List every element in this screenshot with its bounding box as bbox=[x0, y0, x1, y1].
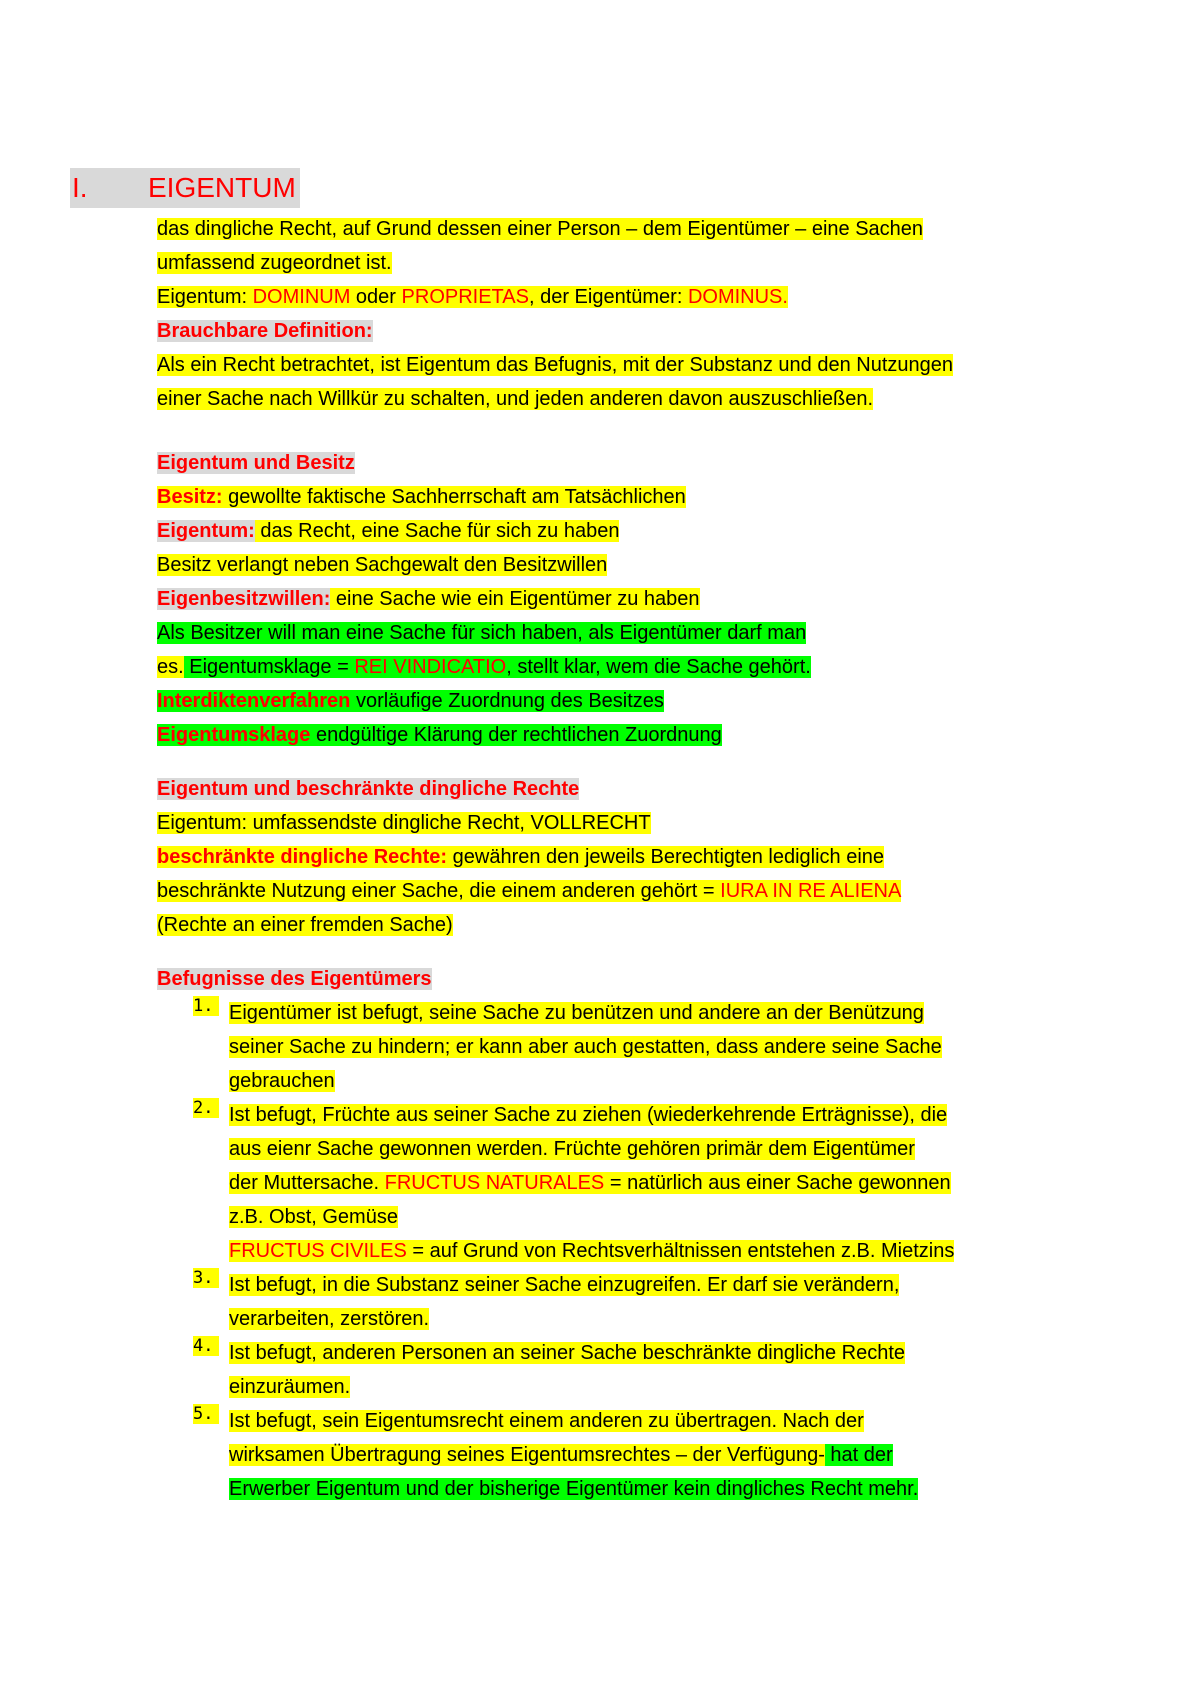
text: endgültige Klärung der rechtlichen Zuordnung bbox=[310, 724, 722, 746]
section-title: EIGENTUM bbox=[148, 172, 296, 203]
item-text: gebrauchen bbox=[229, 1070, 335, 1092]
item-text: Eigentümer ist befugt, seine Sache zu benützen und andere an der Benützung bbox=[229, 1002, 924, 1024]
besitz-line-6 bbox=[157, 656, 811, 678]
text: Eigentum: bbox=[157, 286, 253, 308]
text: , stellt klar, wem die Sache gehört. bbox=[506, 656, 811, 678]
befugnisse-list bbox=[157, 996, 1057, 1506]
item-text bbox=[229, 1444, 893, 1466]
subsection-title-besitz: Eigentum und Besitz bbox=[157, 452, 355, 474]
subsection-title-befugnisse: Befugnisse des Eigentümers bbox=[157, 968, 432, 990]
document-body bbox=[157, 212, 1057, 1506]
text: beschränkte Nutzung einer Sache, die einem anderen gehört = bbox=[157, 880, 721, 902]
text: Eigentumsklage = bbox=[183, 656, 355, 678]
text: = natürlich aus einer Sache gewonnen bbox=[604, 1172, 951, 1194]
item-text: einzuräumen. bbox=[229, 1376, 351, 1398]
list-number: 4. bbox=[193, 1336, 219, 1356]
intro-line-3 bbox=[157, 286, 788, 308]
list-number: 3. bbox=[193, 1268, 219, 1288]
item-text: Ist befugt, sein Eigentumsrecht einem anderen zu übertragen. Nach der bbox=[229, 1410, 864, 1432]
item-text bbox=[229, 1172, 951, 1194]
text: oder bbox=[350, 286, 402, 308]
term-eigenbesitzwillen: Eigenbesitzwillen: bbox=[157, 588, 331, 610]
beschraenkt-line-2 bbox=[157, 846, 884, 868]
item-text: verarbeiten, zerstören. bbox=[229, 1308, 430, 1330]
beschraenkt-line-1: Eigentum: umfassendste dingliche Recht, VOLLRECHT bbox=[157, 812, 651, 834]
besitz-line-3: Besitz verlangt neben Sachgewalt den Besitzwillen bbox=[157, 554, 608, 576]
list-item bbox=[157, 1404, 1057, 1506]
list-item bbox=[157, 1268, 1057, 1336]
beschraenkt-line-3 bbox=[157, 880, 901, 902]
intro-line-2: umfassend zugeordnet ist. bbox=[157, 252, 392, 274]
definition-label: Brauchbare Definition: bbox=[157, 320, 373, 342]
term-dominum: DOMINUM bbox=[252, 286, 351, 308]
definition-line-2: einer Sache nach Willkür zu schalten, und jeden anderen davon auszuschließen. bbox=[157, 388, 873, 410]
term-dominus: DOMINUS. bbox=[687, 286, 788, 308]
term-eigentum: Eigentum: bbox=[157, 520, 255, 542]
beschraenkt-line-4: (Rechte an einer fremden Sache) bbox=[157, 914, 453, 936]
list-item bbox=[157, 996, 1057, 1098]
text: der Muttersache. bbox=[229, 1172, 385, 1194]
item-text: seiner Sache zu hindern; er kann aber auch gestatten, dass andere seine Sache bbox=[229, 1036, 942, 1058]
item-text: Erwerber Eigentum und der bisherige Eigentümer kein dingliches Recht mehr. bbox=[229, 1478, 919, 1500]
item-text: aus eienr Sache gewonnen werden. Früchte gehören primär dem Eigentümer bbox=[229, 1138, 915, 1160]
text: wirksamen Übertragung seines Eigentumsrechtes – der Verfügung- bbox=[229, 1444, 825, 1466]
section-heading bbox=[70, 168, 300, 208]
text: = auf Grund von Rechtsverhältnissen entstehen z.B. Mietzins bbox=[406, 1240, 955, 1262]
term-iura-in-re-aliena: IURA IN RE ALIENA bbox=[720, 880, 902, 902]
item-text: Ist befugt, anderen Personen an seiner Sache beschränkte dingliche Rechte bbox=[229, 1342, 905, 1364]
besitz-line-7 bbox=[157, 690, 664, 712]
besitz-line-5: Als Besitzer will man eine Sache für sich haben, als Eigentümer darf man bbox=[157, 622, 807, 644]
text: eine Sache wie ein Eigentümer zu haben bbox=[330, 588, 700, 610]
text: es. bbox=[157, 656, 184, 678]
besitz-line-1 bbox=[157, 486, 686, 508]
text: hat der bbox=[824, 1444, 893, 1466]
text: gewähren den jeweils Berechtigten lediglich eine bbox=[447, 846, 885, 868]
list-number: 1. bbox=[193, 996, 219, 1016]
list-number: 2. bbox=[193, 1098, 219, 1118]
item-text bbox=[229, 1240, 954, 1262]
list-number: 5. bbox=[193, 1404, 219, 1424]
text: vorläufige Zuordnung des Besitzes bbox=[350, 690, 664, 712]
term-fructus-civiles: FRUCTUS CIVILES bbox=[229, 1240, 407, 1262]
besitz-line-4 bbox=[157, 588, 700, 610]
subsection-title-beschraenkt: Eigentum und beschränkte dingliche Rechte bbox=[157, 778, 580, 800]
list-item bbox=[157, 1336, 1057, 1404]
term-beschraenkte-rechte: beschränkte dingliche Rechte: bbox=[157, 846, 448, 868]
besitz-line-8 bbox=[157, 724, 722, 746]
text: gewollte faktische Sachherrschaft am Tatsächlichen bbox=[222, 486, 686, 508]
text: das Recht, eine Sache für sich zu haben bbox=[254, 520, 620, 542]
item-text: z.B. Obst, Gemüse bbox=[229, 1206, 398, 1228]
term-fructus-naturales: FRUCTUS NATURALES bbox=[384, 1172, 605, 1194]
term-interdiktenverfahren: Interdiktenverfahren bbox=[157, 690, 351, 712]
term-eigentumsklage: Eigentumsklage bbox=[157, 724, 311, 746]
term-besitz: Besitz: bbox=[157, 486, 223, 508]
list-item bbox=[157, 1098, 1057, 1268]
term-proprietas: PROPRIETAS bbox=[401, 286, 529, 308]
section-number: I. bbox=[72, 172, 88, 203]
besitz-line-2 bbox=[157, 520, 619, 542]
definition-line-1: Als ein Recht betrachtet, ist Eigentum das Befugnis, mit der Substanz und den Nutzungen bbox=[157, 354, 954, 376]
text: , der Eigentümer: bbox=[528, 286, 688, 308]
term-rei-vindicatio: REI VINDICATIO bbox=[354, 656, 507, 678]
item-text: Ist befugt, in die Substanz seiner Sache einzugreifen. Er darf sie verändern, bbox=[229, 1274, 900, 1296]
item-text: Ist befugt, Früchte aus seiner Sache zu ziehen (wiederkehrende Erträgnisse), die bbox=[229, 1104, 948, 1126]
intro-line-1: das dingliche Recht, auf Grund dessen einer Person – dem Eigentümer – eine Sachen bbox=[157, 218, 924, 240]
